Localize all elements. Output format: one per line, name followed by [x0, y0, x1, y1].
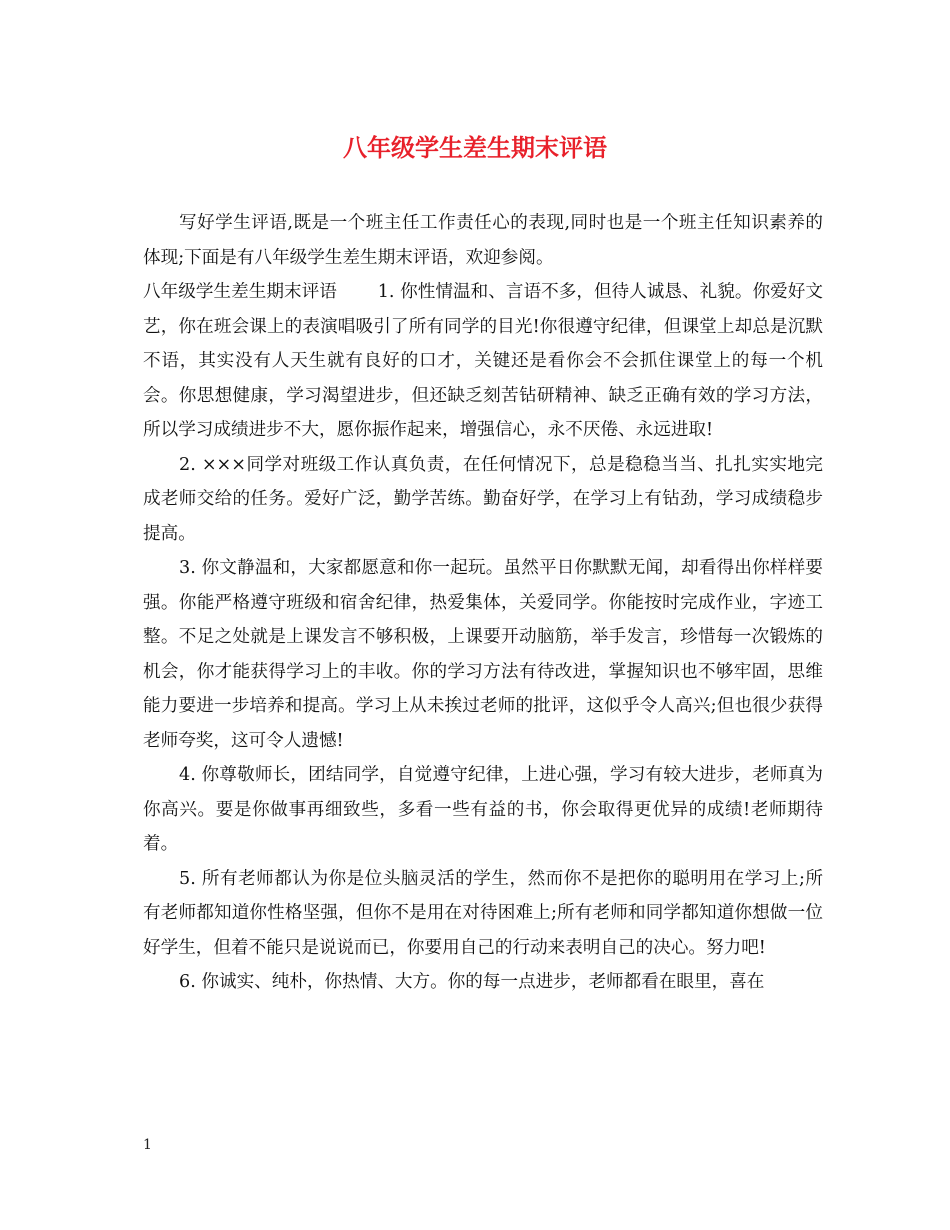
comment-paragraph-4: 4. 你尊敬师长，团结同学，自觉遵守纪律，上进心强，学习有较大进步，老师真为你高兴。要是你做事再细致些，多看一些有益的书，你会取得更优异的成绩!老师期待着。: [143, 765, 823, 854]
comment-paragraph-5: 5. 所有老师都认为你是位头脑灵活的学生，然而你不是把你的聪明用在学习上;所有老师都知道你性格坚强，但你不是用在对待困难上;所有老师和同学都知道你想做一位好学生，但着不能只是说说而已，你要用自己的行动来表明自己的决心。努力吧!: [143, 868, 823, 958]
comment-paragraph-3: 3. 你文静温和，大家都愿意和你一起玩。虽然平日你默默无闻，却看得出你样样要强。你能严格遵守班级和宿舍纪律，热爱集体，关爱同学。你能按时完成作业，字迹工整。不足之处就是上课发言不够积极，上课要开动脑筋，举手发言，珍惜每一次锻炼的机会，你才能获得学习上的丰收。你的学习方法有待改进，掌握知识也不够牢固，思维能力要进一步培养和提高。学习上从未挨过老师的批评，这似乎令人高兴;但也很少获得老师夸奖，这可令人遗憾!: [143, 558, 823, 751]
document-title: 八年级学生差生期末评语: [343, 133, 607, 162]
page-number: 1: [143, 1137, 152, 1153]
comment-paragraph-2: 2. ×××同学对班级工作认真负责，在任何情况下，总是稳稳当当、扎扎实实地完成老师交给的任务。爱好广泛，勤学苦练。勤奋好学，在学习上有钻劲，学习成绩稳步提高。: [143, 454, 823, 544]
comment-paragraph-1: 八年级学生差生期末评语 1. 你性情温和、言语不多，但待人诚恳、礼貌。你爱好文艺，你在班会课上的表演唱吸引了所有同学的目光!你很遵守纪律，但课堂上却总是沉默不语，其实没有人天生就有良好的口才，关键还是看你会不会抓住课堂上的每一个机会。你思想健康，学习渴望进步，但还缺乏刻苦钻研精神、缺乏正确有效的学习方法，所以学习成绩进步不大，愿你振作起来，增强信心，永不厌倦、永远进取!: [143, 282, 823, 440]
intro-paragraph: 写好学生评语,既是一个班主任工作责任心的表现,同时也是一个班主任知识素养的体现;下面是有八年级学生差生期末评语，欢迎参阅。: [143, 213, 823, 268]
document-body: [143, 206, 823, 1000]
comment-paragraph-6: 6. 你诚实、纯朴，你热情、大方。你的每一点进步，老师都看在眼里，喜在: [179, 972, 765, 992]
